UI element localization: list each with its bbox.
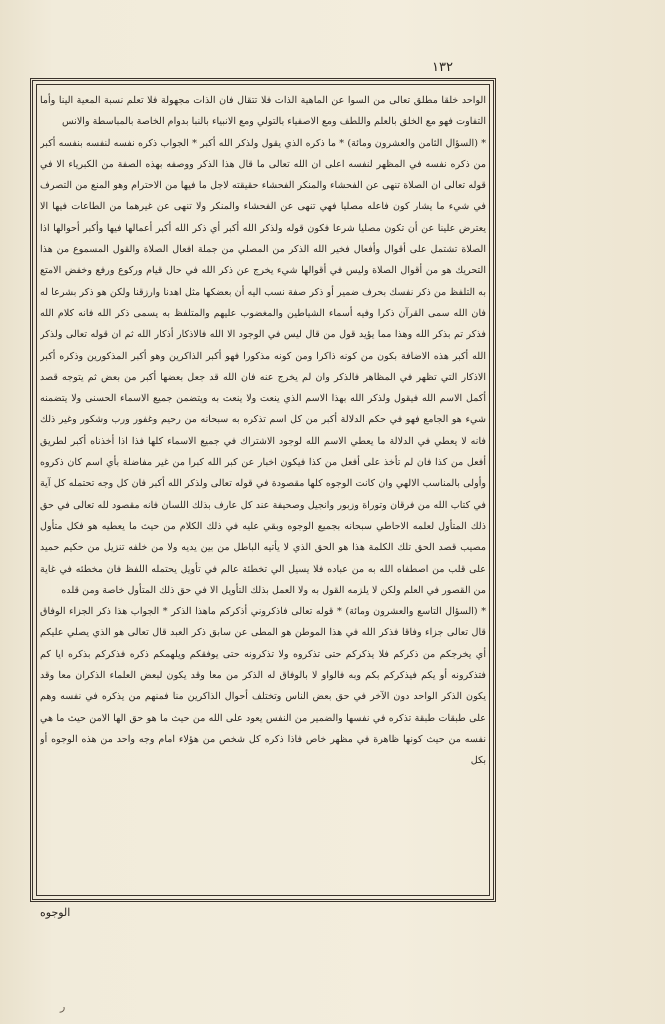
paragraph-question-129: * (السؤال التاسع والعشرون ومائة) * قوله تعالى فاذكروني أذكركم ماهذا الذكر * الجواب هذا ذكر الجزاء الوفاق قال تعالى جزاء وفاقا فذكر الله في هذا الموطن هو المطى عن سابق ذكر العبد قال تعالى هو الذي يصلي عليكم أي يخرجكم من ذكركم فلا يذكركم حتى تذكروه ولا تذكرونه حتى يوفقكم ويلهمكم ذكره فذكركم بذكره ايا كم فتذكرونه أو يكم فيذكركم بكم وبه فالواو لا بالوفاق له الذكر من معا وقد يكون لبعض العلماء الذكران معا وقد يكون الذكر الواحد دون الآخر في حق بعض الناس وتختلف أحوال الذاكرين منا فمنهم من يذكره في نفسه وهم على طبقات طبقة تذكره في نفسها والضمير من النفس يعود على الله من حيث ما هو حق الها الامن حيث ما هي نفسه من حيث كونها ظاهرة في مظهر خاص فاذا ذكره كل شخص من هؤلاء امام وجه واحد من هذه الوجوه أو بكل — [40, 606, 486, 767]
margin-mark: ر — [60, 1000, 66, 1013]
catchword: الوجوه — [40, 906, 71, 919]
text-block — [40, 90, 486, 896]
page-number: ١٣٢ — [432, 60, 453, 75]
paragraph-intro: الواحد خلقا مطلق تعالى من السوا عن الماهية الذات فلا تتقال فان الذات مجهولة فلا تعلم نسبة المعية الينا وأما التفاوت فهو مع الخلق بالعلم واللطف ومع الاصفياء بالتولي ومع الانبياء بالنبا بدوام الخاصة بالمباسطة والانس — [40, 95, 486, 128]
paragraph-question-128: * (السؤال الثامن والعشرون ومائة) * ما ذكره الذي يقول ولذكر الله أكبر * الجواب ذكره نفسه لنفسه بنفسه أكبر من ذكره نفسه في المظهر لنفسه اعلى ان الله تعالى ما قال هذا الذكر ووصفه بهذه الصفة من الكبرياء الا في قوله تعالى ان الصلاة تنهى عن الفحشاء والمنكر الفحشاء حقيقته لاجل ما فيها من الاحترام وهو المنع من التصرف في شيء ما يشار كون فاعله مصليا فهي تنهى عن الفحشاء والمنكر ولا تنهى عن غيرهما من الطاعات فيها الا يعترض علينا عن أن تكون مصليا شرعا فكون قوله ولذكر الله أكبر أي ذكر الله أكبر أعمالها فيها وأكبر أحوالها اذا الصلاة تشتمل على أقوال وأفعال فخير الله الذكر من المصلي من جملة افعال الصلاة والقول المسموع من هذا التحريك هو من أقوال الصلاة وليس في أقوالها شيء يخرج عن ذكر الله في حال قيام وركوع ورفع وخفض الامتع به التلفظ من ذكر نفسك بحرف ضمير أو ذكر صفة نسب اليه أن بعضكها مثل اهدنا وارزقنا ولكن هو ذكر بشرعا له فان الله سمى القرآن ذكرا وفيه أسماء الشياطين والمغضوب عليهم والمتلفظ به يسمى ذكر الله فانه كلام الله فذكر تم بذكر الله وهذا مما يؤيد قول من قال ليس في الوجود الا الله فالاذكار أذكار الله ثم ان قوله تعالى ولذكر الله أكبر هذه الاضافة بكون من كونه ذاكرا ومن كونه مذكورا فهو أكبر الذاكرين وهو أكبر المذكورين وذكره أكبر الاذكار التي تظهر في المظاهر فالذكر وان لم يخرج عنه فان الله قد جعل بعضها أكبر من بعض ثم يتوجه قصد أكمل الاسم الله فيقول ولذكر الله بهذا الاسم الذي ينعت ولا ينعت به ويتضمن جميع الاسماء الحسنى ولا يتضمنه شيء هو الجامع فهو في حكم الدلالة أكبر من كل اسم تذكره به سبحانه من رحيم وغفور ورب وشكور وغير ذلك فانه لا يعطي في الدلالة ما يعطي الاسم الله لوجود الاشتراك في جميع الاسماء كلها فذا اذا أخذناه أكبر لطريق أفعل من كذا فان لم تأخذ على أفعل من كذا فيكون اخبار عن كبر الله كبرا من غير مفاضلة بأي اسم كان ذكروه وأولى بالمناسب الالهي وان كانت الوجوه كلها مقصودة في قوله تعالى ولذكر الله أكبر فان كل وجه تحتمله كل آية في كتاب الله من فرقان وتوراة وزبور وانجيل وصحيفة عند كل عارف بذلك اللسان فانه مقصود لله تعالى في حق ذلك المتأول لعلمه الاحاطي سبحانه بجميع الوجوه وبقي عليه في ذلك الكلام من حيث ما يعطيه هو فكل متأول مصيب قصد الحق تلك الكلمة هذا هو الحق الذي لا يأتيه الباطل من بين يديه ولا من خلفه تنزيل من حكيم حميد على قلب من اصطفاه الله به من عباده فلا يسيل الي تخطئة عالم في تأويل يحتمله اللفظ فان مخطئه في غاية من القصور في العلم ولكن لا يلزمه القول به ولا العمل بذلك التأويل الا في حق ذلك المتأول خاصة ومن قلده — [40, 137, 486, 596]
